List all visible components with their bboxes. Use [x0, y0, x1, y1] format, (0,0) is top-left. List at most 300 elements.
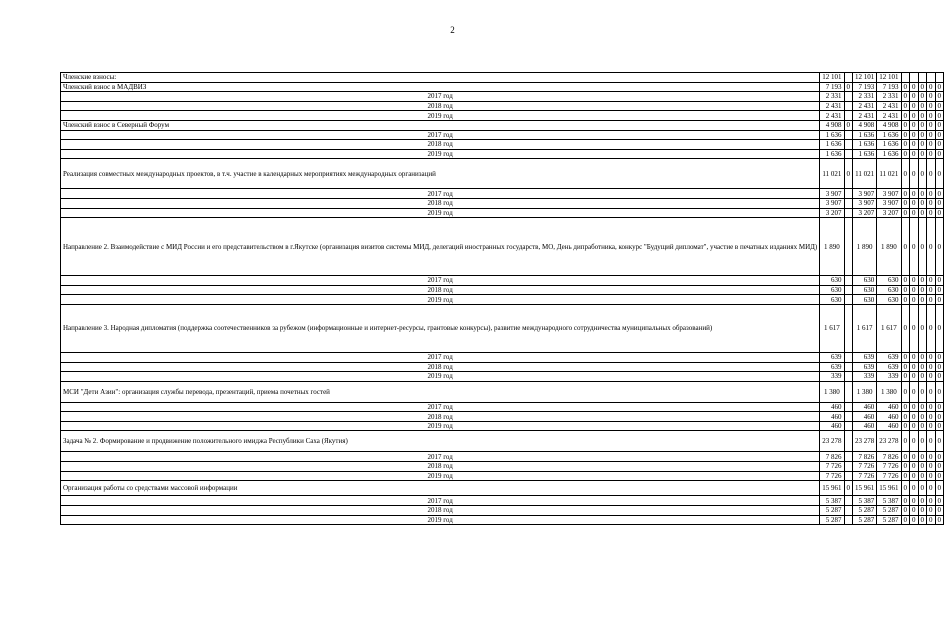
value-cell-c5: 0 — [901, 130, 910, 140]
value-cell-c8: 0 — [927, 208, 936, 218]
value-cell-c8 — [927, 73, 936, 83]
value-cell-c5: 0 — [901, 431, 910, 452]
value-cell-c1: 5 287 — [820, 506, 844, 516]
value-cell-c7: 0 — [918, 421, 927, 431]
value-cell-c1: 2 331 — [820, 92, 844, 102]
value-cell-c1: 1 617 — [820, 304, 844, 352]
value-cell-c7: 0 — [918, 159, 927, 189]
value-cell-c7: 0 — [918, 372, 927, 382]
value-cell-c8: 0 — [927, 159, 936, 189]
section-row — [61, 431, 944, 452]
value-cell-c8: 0 — [927, 285, 936, 295]
value-cell-c3: 1 636 — [853, 140, 877, 150]
value-cell-c2 — [844, 515, 853, 525]
value-cell-c5: 0 — [901, 372, 910, 382]
year-row — [61, 452, 944, 462]
value-cell-c3: 630 — [853, 285, 877, 295]
value-cell-c5: 0 — [901, 462, 910, 472]
value-cell-c7: 0 — [918, 130, 927, 140]
value-cell-c2 — [844, 362, 853, 372]
value-cell-c6: 0 — [910, 421, 919, 431]
value-cell-c1: 639 — [820, 362, 844, 372]
value-cell-c1: 460 — [820, 421, 844, 431]
value-cell-c4: 630 — [877, 276, 901, 286]
value-cell-c8: 0 — [927, 402, 936, 412]
value-cell-c4: 11 021 — [877, 159, 901, 189]
value-cell-c6: 0 — [910, 462, 919, 472]
value-cell-c3: 630 — [853, 276, 877, 286]
value-cell-c6: 0 — [910, 276, 919, 286]
value-cell-c6: 0 — [910, 208, 919, 218]
value-cell-c4: 15 961 — [877, 481, 901, 496]
value-cell-c3: 3 907 — [853, 189, 877, 199]
value-cell-c2 — [844, 73, 853, 83]
value-cell-c3: 2 431 — [853, 111, 877, 121]
value-cell-c2 — [844, 111, 853, 121]
value-cell-c3: 5 387 — [853, 496, 877, 506]
value-cell-c8: 0 — [927, 149, 936, 159]
value-cell-c7: 0 — [918, 276, 927, 286]
value-cell-c8: 0 — [927, 515, 936, 525]
value-cell-c9: 0 — [935, 402, 944, 412]
value-cell-c6: 0 — [910, 295, 919, 305]
value-cell-c8: 0 — [927, 304, 936, 352]
value-cell-c1: 12 101 — [820, 73, 844, 83]
value-cell-c1: 7 193 — [820, 82, 844, 92]
value-cell-c5: 0 — [901, 515, 910, 525]
value-cell-c2 — [844, 218, 853, 276]
value-cell-c8: 0 — [927, 189, 936, 199]
section-row — [61, 120, 944, 130]
year-label: 2018 год — [61, 140, 820, 150]
value-cell-c1: 7 826 — [820, 452, 844, 462]
value-cell-c2 — [844, 208, 853, 218]
value-cell-c3: 1 380 — [853, 381, 877, 402]
value-cell-c7: 0 — [918, 208, 927, 218]
value-cell-c9: 0 — [935, 198, 944, 208]
year-label: 2019 год — [61, 515, 820, 525]
value-cell-c8: 0 — [927, 120, 936, 130]
value-cell-c8: 0 — [927, 431, 936, 452]
year-label: 2017 год — [61, 276, 820, 286]
value-cell-c5: 0 — [901, 295, 910, 305]
year-label: 2018 год — [61, 506, 820, 516]
value-cell-c9: 0 — [935, 452, 944, 462]
value-cell-c5: 0 — [901, 362, 910, 372]
value-cell-c7: 0 — [918, 140, 927, 150]
value-cell-c3: 630 — [853, 295, 877, 305]
value-cell-c8: 0 — [927, 92, 936, 102]
value-cell-c2 — [844, 412, 853, 422]
value-cell-c9: 0 — [935, 92, 944, 102]
value-cell-c1: 15 961 — [820, 481, 844, 496]
value-cell-c2: 0 — [844, 120, 853, 130]
value-cell-c9: 0 — [935, 412, 944, 422]
value-cell-c9: 0 — [935, 285, 944, 295]
value-cell-c2: 0 — [844, 82, 853, 92]
value-cell-c7: 0 — [918, 92, 927, 102]
year-label: 2018 год — [61, 362, 820, 372]
value-cell-c4: 460 — [877, 421, 901, 431]
value-cell-c3: 15 961 — [853, 481, 877, 496]
value-cell-c1: 7 726 — [820, 471, 844, 481]
year-row — [61, 285, 944, 295]
value-cell-c7: 0 — [918, 381, 927, 402]
value-cell-c9: 0 — [935, 295, 944, 305]
value-cell-c4: 12 101 — [877, 73, 901, 83]
value-cell-c6: 0 — [910, 82, 919, 92]
value-cell-c1: 630 — [820, 276, 844, 286]
value-cell-c7: 0 — [918, 295, 927, 305]
value-cell-c7: 0 — [918, 506, 927, 516]
value-cell-c9: 0 — [935, 372, 944, 382]
value-cell-c9: 0 — [935, 82, 944, 92]
value-cell-c4: 5 287 — [877, 506, 901, 516]
value-cell-c9: 0 — [935, 120, 944, 130]
value-cell-c6: 0 — [910, 198, 919, 208]
value-cell-c4: 7 826 — [877, 452, 901, 462]
year-row — [61, 412, 944, 422]
value-cell-c3: 1 890 — [853, 218, 877, 276]
value-cell-c4: 339 — [877, 372, 901, 382]
year-label: 2019 год — [61, 111, 820, 121]
section-row — [61, 73, 944, 83]
value-cell-c4: 2 431 — [877, 111, 901, 121]
value-cell-c2 — [844, 92, 853, 102]
row-label: Реализация совместных международных проектов, в т.ч. участие в календарных мероприятиях международных организаций — [61, 159, 820, 189]
value-cell-c5: 0 — [901, 92, 910, 102]
value-cell-c4: 1 890 — [877, 218, 901, 276]
value-cell-c6: 0 — [910, 218, 919, 276]
value-cell-c5: 0 — [901, 506, 910, 516]
value-cell-c1: 3 907 — [820, 198, 844, 208]
value-cell-c5: 0 — [901, 218, 910, 276]
value-cell-c2 — [844, 471, 853, 481]
value-cell-c3: 7 826 — [853, 452, 877, 462]
year-row — [61, 189, 944, 199]
value-cell-c2 — [844, 381, 853, 402]
value-cell-c9: 0 — [935, 149, 944, 159]
value-cell-c1: 2 431 — [820, 111, 844, 121]
value-cell-c5 — [901, 73, 910, 83]
value-cell-c8: 0 — [927, 362, 936, 372]
value-cell-c3: 7 726 — [853, 462, 877, 472]
year-label: 2019 год — [61, 421, 820, 431]
value-cell-c8: 0 — [927, 481, 936, 496]
year-label: 2019 год — [61, 208, 820, 218]
value-cell-c7: 0 — [918, 431, 927, 452]
value-cell-c3: 1 636 — [853, 130, 877, 140]
value-cell-c8: 0 — [927, 140, 936, 150]
value-cell-c5: 0 — [901, 276, 910, 286]
value-cell-c2 — [844, 431, 853, 452]
value-cell-c7: 0 — [918, 101, 927, 111]
year-row — [61, 92, 944, 102]
value-cell-c4: 1 617 — [877, 304, 901, 352]
value-cell-c1: 4 908 — [820, 120, 844, 130]
value-cell-c6 — [910, 73, 919, 83]
value-cell-c6: 0 — [910, 140, 919, 150]
value-cell-c4: 5 287 — [877, 515, 901, 525]
year-label: 2017 год — [61, 352, 820, 362]
value-cell-c9 — [935, 73, 944, 83]
year-label: 2017 год — [61, 452, 820, 462]
year-row — [61, 352, 944, 362]
value-cell-c3: 339 — [853, 372, 877, 382]
value-cell-c6: 0 — [910, 352, 919, 362]
value-cell-c9: 0 — [935, 218, 944, 276]
value-cell-c6: 0 — [910, 92, 919, 102]
value-cell-c3: 12 101 — [853, 73, 877, 83]
year-label: 2019 год — [61, 471, 820, 481]
section-row — [61, 218, 944, 276]
value-cell-c3: 460 — [853, 412, 877, 422]
value-cell-c8: 0 — [927, 372, 936, 382]
value-cell-c2 — [844, 101, 853, 111]
value-cell-c3: 3 907 — [853, 198, 877, 208]
value-cell-c9: 0 — [935, 276, 944, 286]
value-cell-c5: 0 — [901, 412, 910, 422]
value-cell-c3: 7 726 — [853, 471, 877, 481]
value-cell-c7: 0 — [918, 198, 927, 208]
value-cell-c7: 0 — [918, 82, 927, 92]
year-row — [61, 515, 944, 525]
value-cell-c4: 1 636 — [877, 130, 901, 140]
value-cell-c1: 1 636 — [820, 130, 844, 140]
value-cell-c7: 0 — [918, 111, 927, 121]
value-cell-c5: 0 — [901, 402, 910, 412]
value-cell-c9: 0 — [935, 208, 944, 218]
value-cell-c4: 2 331 — [877, 92, 901, 102]
value-cell-c5: 0 — [901, 352, 910, 362]
value-cell-c1: 1 636 — [820, 140, 844, 150]
year-row — [61, 130, 944, 140]
value-cell-c2 — [844, 149, 853, 159]
year-label: 2017 год — [61, 92, 820, 102]
row-label: МСИ "Дети Азии": организация службы перевода, презентаций, приема почетных гостей — [61, 381, 820, 402]
year-row — [61, 506, 944, 516]
value-cell-c1: 630 — [820, 295, 844, 305]
year-row — [61, 149, 944, 159]
value-cell-c1: 339 — [820, 372, 844, 382]
year-label: 2017 год — [61, 402, 820, 412]
value-cell-c8: 0 — [927, 295, 936, 305]
row-label: Направление 2. Взаимодействие с МИД России и его представительством в г.Якутске (организация визитов системы МИД, делегаций иностранных государств, МО, День дипработника, конкурс "Будущий дипломат", участие в печатных изданиях МИД) — [61, 218, 820, 276]
value-cell-c8: 0 — [927, 496, 936, 506]
year-label: 2018 год — [61, 412, 820, 422]
value-cell-c9: 0 — [935, 506, 944, 516]
year-row — [61, 208, 944, 218]
value-cell-c9: 0 — [935, 381, 944, 402]
year-row — [61, 362, 944, 372]
year-row — [61, 276, 944, 286]
value-cell-c6: 0 — [910, 515, 919, 525]
value-cell-c5: 0 — [901, 82, 910, 92]
value-cell-c8: 0 — [927, 111, 936, 121]
row-label: Направление 3. Народная дипломатия (поддержка соотечественников за рубежом (информационные и интернет-ресурсы, грантовые конкурсы), развитие международного сотрудничества муниципальных образований) — [61, 304, 820, 352]
value-cell-c7: 0 — [918, 462, 927, 472]
value-cell-c8: 0 — [927, 82, 936, 92]
value-cell-c3: 7 193 — [853, 82, 877, 92]
value-cell-c6: 0 — [910, 481, 919, 496]
value-cell-c5: 0 — [901, 304, 910, 352]
value-cell-c9: 0 — [935, 481, 944, 496]
value-cell-c6: 0 — [910, 101, 919, 111]
value-cell-c6: 0 — [910, 452, 919, 462]
value-cell-c7: 0 — [918, 285, 927, 295]
year-row — [61, 496, 944, 506]
value-cell-c5: 0 — [901, 481, 910, 496]
value-cell-c6: 0 — [910, 130, 919, 140]
value-cell-c4: 1 380 — [877, 381, 901, 402]
value-cell-c9: 0 — [935, 140, 944, 150]
value-cell-c5: 0 — [901, 111, 910, 121]
value-cell-c9: 0 — [935, 421, 944, 431]
year-label: 2018 год — [61, 462, 820, 472]
value-cell-c9: 0 — [935, 352, 944, 362]
value-cell-c8: 0 — [927, 471, 936, 481]
value-cell-c4: 7 726 — [877, 462, 901, 472]
value-cell-c5: 0 — [901, 198, 910, 208]
year-label: 2018 год — [61, 101, 820, 111]
value-cell-c5: 0 — [901, 496, 910, 506]
value-cell-c1: 2 431 — [820, 101, 844, 111]
value-cell-c5: 0 — [901, 452, 910, 462]
value-cell-c7: 0 — [918, 515, 927, 525]
section-row — [61, 481, 944, 496]
value-cell-c2 — [844, 402, 853, 412]
value-cell-c7: 0 — [918, 362, 927, 372]
value-cell-c3: 460 — [853, 402, 877, 412]
value-cell-c6: 0 — [910, 111, 919, 121]
value-cell-c8: 0 — [927, 276, 936, 286]
value-cell-c2 — [844, 462, 853, 472]
value-cell-c4: 3 907 — [877, 189, 901, 199]
value-cell-c6: 0 — [910, 496, 919, 506]
value-cell-c4: 7 726 — [877, 471, 901, 481]
value-cell-c9: 0 — [935, 471, 944, 481]
value-cell-c1: 5 387 — [820, 496, 844, 506]
value-cell-c3: 11 021 — [853, 159, 877, 189]
value-cell-c2: 0 — [844, 481, 853, 496]
value-cell-c9: 0 — [935, 130, 944, 140]
value-cell-c5: 0 — [901, 120, 910, 130]
value-cell-c8: 0 — [927, 381, 936, 402]
value-cell-c3: 1 636 — [853, 149, 877, 159]
value-cell-c4: 639 — [877, 352, 901, 362]
value-cell-c4: 3 207 — [877, 208, 901, 218]
year-row — [61, 295, 944, 305]
value-cell-c2 — [844, 452, 853, 462]
value-cell-c5: 0 — [901, 159, 910, 189]
value-cell-c7: 0 — [918, 120, 927, 130]
value-cell-c7: 0 — [918, 189, 927, 199]
value-cell-c3: 23 278 — [853, 431, 877, 452]
value-cell-c4: 1 636 — [877, 140, 901, 150]
value-cell-c6: 0 — [910, 471, 919, 481]
value-cell-c8: 0 — [927, 462, 936, 472]
value-cell-c2 — [844, 189, 853, 199]
value-cell-c6: 0 — [910, 381, 919, 402]
value-cell-c3: 639 — [853, 362, 877, 372]
year-label: 2018 год — [61, 198, 820, 208]
value-cell-c4: 7 193 — [877, 82, 901, 92]
value-cell-c4: 23 278 — [877, 431, 901, 452]
value-cell-c1: 460 — [820, 402, 844, 412]
value-cell-c2 — [844, 421, 853, 431]
value-cell-c8: 0 — [927, 198, 936, 208]
value-cell-c5: 0 — [901, 471, 910, 481]
value-cell-c3: 5 287 — [853, 515, 877, 525]
year-row — [61, 462, 944, 472]
year-label: 2019 год — [61, 372, 820, 382]
value-cell-c8: 0 — [927, 352, 936, 362]
value-cell-c7: 0 — [918, 402, 927, 412]
value-cell-c1: 23 278 — [820, 431, 844, 452]
year-label: 2017 год — [61, 496, 820, 506]
value-cell-c4: 630 — [877, 285, 901, 295]
year-row — [61, 471, 944, 481]
value-cell-c6: 0 — [910, 506, 919, 516]
value-cell-c4: 4 908 — [877, 120, 901, 130]
value-cell-c8: 0 — [927, 412, 936, 422]
value-cell-c9: 0 — [935, 304, 944, 352]
value-cell-c9: 0 — [935, 496, 944, 506]
value-cell-c4: 460 — [877, 412, 901, 422]
year-row — [61, 111, 944, 121]
value-cell-c2 — [844, 352, 853, 362]
row-label: Членский взнос в Северный Форум — [61, 120, 820, 130]
value-cell-c1: 7 726 — [820, 462, 844, 472]
value-cell-c5: 0 — [901, 285, 910, 295]
value-cell-c5: 0 — [901, 381, 910, 402]
year-row — [61, 140, 944, 150]
value-cell-c1: 1 890 — [820, 218, 844, 276]
value-cell-c4: 5 387 — [877, 496, 901, 506]
value-cell-c6: 0 — [910, 362, 919, 372]
value-cell-c1: 1 380 — [820, 381, 844, 402]
year-label: 2017 год — [61, 189, 820, 199]
value-cell-c8: 0 — [927, 218, 936, 276]
value-cell-c7: 0 — [918, 452, 927, 462]
value-cell-c2 — [844, 304, 853, 352]
value-cell-c1: 11 021 — [820, 159, 844, 189]
value-cell-c2 — [844, 198, 853, 208]
value-cell-c3: 460 — [853, 421, 877, 431]
value-cell-c7: 0 — [918, 471, 927, 481]
value-cell-c6: 0 — [910, 189, 919, 199]
value-cell-c3: 5 287 — [853, 506, 877, 516]
page-number: 2 — [450, 25, 455, 35]
section-row — [61, 304, 944, 352]
value-cell-c1: 460 — [820, 412, 844, 422]
value-cell-c3: 2 331 — [853, 92, 877, 102]
value-cell-c4: 3 907 — [877, 198, 901, 208]
section-row — [61, 82, 944, 92]
value-cell-c7: 0 — [918, 304, 927, 352]
year-label: 2018 год — [61, 285, 820, 295]
value-cell-c3: 4 908 — [853, 120, 877, 130]
value-cell-c4: 460 — [877, 402, 901, 412]
value-cell-c3: 639 — [853, 352, 877, 362]
value-cell-c9: 0 — [935, 462, 944, 472]
section-row — [61, 159, 944, 189]
value-cell-c7: 0 — [918, 149, 927, 159]
value-cell-c1: 3 907 — [820, 189, 844, 199]
year-row — [61, 421, 944, 431]
value-cell-c2 — [844, 496, 853, 506]
value-cell-c9: 0 — [935, 159, 944, 189]
